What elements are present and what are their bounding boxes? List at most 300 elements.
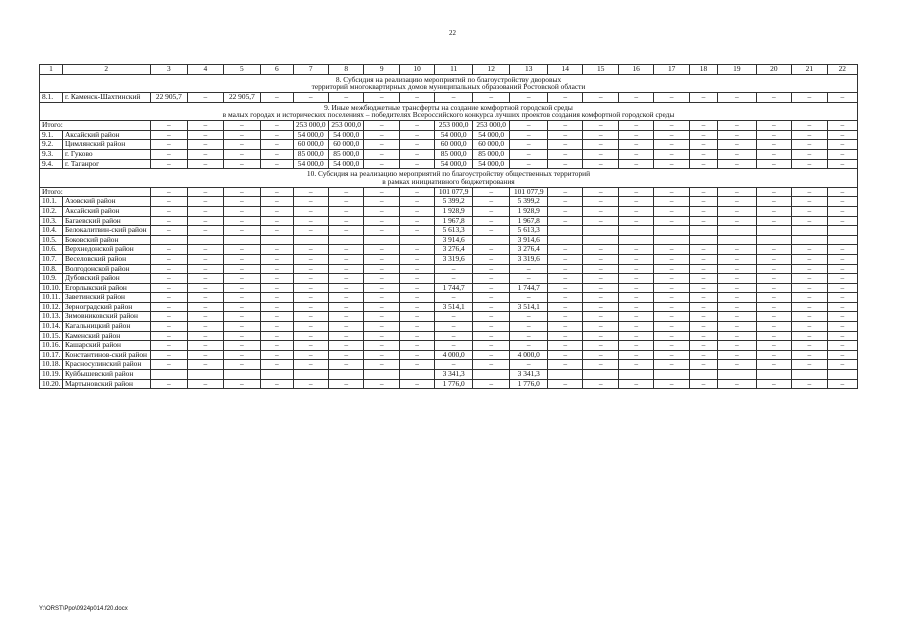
value-cell: – [472,341,510,351]
value-cell: – [223,331,261,341]
table-row [40,140,858,150]
value-cell: 22 905,7 [223,93,261,103]
value-cell: – [261,206,293,216]
value-cell: – [364,197,399,207]
value-cell: – [618,274,653,284]
value-cell: – [689,379,717,389]
value-cell [618,226,653,236]
value-cell: – [150,350,188,360]
value-cell: – [223,121,261,131]
value-cell: – [654,312,689,322]
value-cell: – [364,150,399,160]
municipality-name: Верхнедонской район [62,245,150,255]
value-cell: – [399,379,434,389]
table-row [40,264,858,274]
row-number: 10.18. [40,360,63,370]
value-cell: – [150,341,188,351]
value-cell: – [756,360,791,370]
value-cell: – [472,264,510,274]
value-cell: – [618,150,653,160]
value-cell [792,235,827,245]
value-cell: – [827,140,857,150]
value-cell: – [510,322,548,332]
value-cell: – [188,293,223,303]
value-cell: – [150,254,188,264]
value-cell: – [756,187,791,197]
table-row [40,93,858,103]
value-cell: – [472,197,510,207]
column-number: 15 [583,65,618,75]
value-cell: – [583,93,618,103]
value-cell: – [261,150,293,160]
value-cell: – [548,302,583,312]
value-cell [792,226,827,236]
value-cell [293,235,328,245]
value-cell: – [261,140,293,150]
row-number: 10.13. [40,312,63,322]
value-cell: – [510,150,548,160]
table-row [40,197,858,207]
value-cell: – [718,140,757,150]
value-cell: – [689,93,717,103]
value-cell: – [364,245,399,255]
value-cell [472,370,510,380]
value-cell: – [472,350,510,360]
value-cell: – [756,159,791,169]
value-cell: – [472,302,510,312]
row-number: 9.3. [40,150,63,160]
value-cell: – [756,350,791,360]
value-cell: – [583,245,618,255]
value-cell: – [399,360,434,370]
value-cell: – [435,264,473,274]
value-cell: – [792,341,827,351]
value-cell: – [654,140,689,150]
value-cell: – [618,379,653,389]
value-cell: – [756,245,791,255]
section-title-line: 9. Иные межбюджетные трансферты на создание комфортной городской среды [324,102,573,112]
value-cell: – [472,226,510,236]
value-cell: – [718,274,757,284]
value-cell: – [827,360,857,370]
column-number: 11 [435,65,473,75]
value-cell: – [827,216,857,226]
value-cell: 1 744,7 [510,283,548,293]
column-number: 4 [188,65,223,75]
value-cell: – [293,293,328,303]
value-cell: – [399,274,434,284]
value-cell: – [756,206,791,216]
value-cell: – [472,360,510,370]
value-cell: – [756,150,791,160]
municipality-name: Дубовский район [62,274,150,284]
municipality-name: Боковский район [62,235,150,245]
value-cell: – [328,197,363,207]
value-cell: – [510,130,548,140]
value-cell: – [618,312,653,322]
value-cell: – [827,322,857,332]
value-cell [689,370,717,380]
value-cell: – [689,159,717,169]
value-cell: – [293,283,328,293]
value-cell: 54 000,0 [293,130,328,140]
value-cell: – [689,121,717,131]
value-cell: 85 000,0 [328,150,363,160]
row-number: 8.1. [40,93,63,103]
value-cell: – [399,216,434,226]
table-row [40,187,858,197]
value-cell: – [364,302,399,312]
column-number: 5 [223,65,261,75]
value-cell: – [399,254,434,264]
value-cell: – [827,293,857,303]
value-cell [654,235,689,245]
value-cell: – [150,312,188,322]
row-number: 10.17. [40,350,63,360]
section-title-line: территорий многоквартирных домов муниципальных образований Ростовской области [311,82,586,92]
value-cell: – [399,159,434,169]
value-cell: – [261,197,293,207]
value-cell: – [792,274,827,284]
value-cell: – [756,121,791,131]
value-cell: 60 000,0 [435,140,473,150]
value-cell: – [223,322,261,332]
value-cell: – [756,197,791,207]
value-cell: – [261,360,293,370]
value-cell: – [188,159,223,169]
value-cell: – [150,159,188,169]
value-cell: – [293,350,328,360]
value-cell: – [827,197,857,207]
table-row [40,235,858,245]
value-cell: – [150,379,188,389]
value-cell: 253 000,0 [472,121,510,131]
value-cell: – [689,264,717,274]
municipality-name: Аксайский район [62,206,150,216]
value-cell: – [150,283,188,293]
value-cell: – [328,360,363,370]
value-cell: – [618,322,653,332]
value-cell: – [689,140,717,150]
value-cell: – [654,283,689,293]
value-cell: – [150,187,188,197]
value-cell [792,370,827,380]
value-cell: – [399,121,434,131]
value-cell: – [150,360,188,370]
value-cell [756,235,791,245]
value-cell: – [261,331,293,341]
value-cell: – [435,360,473,370]
value-cell: – [689,312,717,322]
column-number: 7 [293,65,328,75]
value-cell: 22 905,7 [150,93,188,103]
value-cell: – [654,274,689,284]
municipality-name: Зимовниковский район [62,312,150,322]
value-cell: – [718,341,757,351]
value-cell: – [618,140,653,150]
value-cell: – [618,350,653,360]
value-cell: – [756,274,791,284]
row-number: 10.5. [40,235,63,245]
value-cell: – [188,121,223,131]
value-cell: 1 967,8 [510,216,548,226]
column-number: 3 [150,65,188,75]
value-cell [583,370,618,380]
value-cell: – [792,293,827,303]
value-cell: – [223,254,261,264]
value-cell: – [583,331,618,341]
value-cell: – [654,254,689,264]
value-cell: – [827,341,857,351]
value-cell: – [188,197,223,207]
section-title-row [40,102,858,121]
table-row [40,121,858,131]
value-cell: – [792,264,827,274]
value-cell: 1 967,8 [435,216,473,226]
value-cell: – [689,254,717,264]
value-cell: – [718,350,757,360]
value-cell: – [654,130,689,140]
value-cell: – [654,331,689,341]
value-cell: 85 000,0 [472,150,510,160]
value-cell: – [399,140,434,150]
value-cell [364,235,399,245]
value-cell: – [472,293,510,303]
value-cell: – [756,130,791,140]
value-cell: – [689,245,717,255]
value-cell: 60 000,0 [328,140,363,150]
value-cell: 54 000,0 [472,159,510,169]
value-cell: – [583,379,618,389]
value-cell: – [399,187,434,197]
value-cell: – [261,322,293,332]
section-title [40,74,858,93]
value-cell: – [150,293,188,303]
value-cell: – [188,331,223,341]
value-cell: – [150,274,188,284]
value-cell: – [188,264,223,274]
value-cell: – [548,293,583,303]
value-cell: – [399,322,434,332]
value-cell: – [293,187,328,197]
table-row [40,283,858,293]
table-row [40,302,858,312]
municipality-name: Веселовский район [62,254,150,264]
value-cell: – [435,341,473,351]
value-cell [472,235,510,245]
column-number: 9 [364,65,399,75]
value-cell: – [364,159,399,169]
value-cell: – [548,283,583,293]
value-cell: – [689,197,717,207]
value-cell: – [618,293,653,303]
value-cell: – [399,206,434,216]
value-cell: – [188,245,223,255]
value-cell: – [188,274,223,284]
value-cell: – [548,341,583,351]
value-cell: – [827,93,857,103]
value-cell: – [223,350,261,360]
value-cell: – [654,187,689,197]
value-cell: – [399,350,434,360]
value-cell: – [756,216,791,226]
value-cell [654,226,689,236]
value-cell: – [223,274,261,284]
value-cell: – [293,322,328,332]
value-cell: – [548,264,583,274]
value-cell: – [548,350,583,360]
value-cell: – [399,197,434,207]
value-cell: – [654,150,689,160]
value-cell: – [827,312,857,322]
table-row [40,254,858,264]
value-cell: – [223,130,261,140]
value-cell: – [261,283,293,293]
value-cell: – [689,206,717,216]
value-cell: – [188,187,223,197]
value-cell: – [261,264,293,274]
value-cell: – [718,216,757,226]
column-number: 22 [827,65,857,75]
value-cell: – [435,312,473,322]
value-cell: – [472,216,510,226]
value-cell: – [364,293,399,303]
municipality-name: Багаевский район [62,216,150,226]
value-cell: – [689,150,717,160]
value-cell: – [618,254,653,264]
value-cell: – [399,341,434,351]
value-cell: – [718,254,757,264]
value-cell: – [150,331,188,341]
value-cell: – [364,121,399,131]
value-cell: – [654,206,689,216]
column-number: 21 [792,65,827,75]
value-cell: – [188,93,223,103]
row-number: 10.14. [40,322,63,332]
value-cell [188,370,223,380]
value-cell: 3 341,3 [435,370,473,380]
value-cell: – [261,379,293,389]
value-cell: 253 000,0 [293,121,328,131]
value-cell: – [188,216,223,226]
value-cell: – [472,379,510,389]
value-cell: – [756,264,791,274]
value-cell: – [293,274,328,284]
value-cell: – [364,341,399,351]
municipality-name: Волгодонской район [62,264,150,274]
value-cell [150,235,188,245]
value-cell: – [223,245,261,255]
value-cell: – [364,206,399,216]
section-title-row [40,169,858,188]
value-cell: – [792,187,827,197]
value-cell [689,226,717,236]
value-cell: – [472,206,510,216]
value-cell: – [618,360,653,370]
value-cell: – [510,274,548,284]
value-cell: – [223,187,261,197]
value-cell: 253 000,0 [435,121,473,131]
value-cell: – [618,341,653,351]
value-cell: – [364,379,399,389]
value-cell: – [583,312,618,322]
value-cell: – [718,302,757,312]
value-cell: 1 928,9 [435,206,473,216]
value-cell: – [548,159,583,169]
value-cell: – [792,197,827,207]
value-cell: – [510,121,548,131]
section-title-line: 8. Субсидия на реализацию мероприятий по благоустройству дворовых [335,74,562,84]
value-cell: – [618,245,653,255]
value-cell: – [150,245,188,255]
municipality-name: Цимлянский район [62,140,150,150]
value-cell: – [548,312,583,322]
municipality-name: Кагальницкий район [62,322,150,332]
value-cell [364,370,399,380]
value-cell: – [548,360,583,370]
value-cell: – [583,187,618,197]
value-cell: – [827,150,857,160]
value-cell: – [583,121,618,131]
column-number: 12 [472,65,510,75]
value-cell: – [261,293,293,303]
column-number: 20 [756,65,791,75]
value-cell: – [792,350,827,360]
value-cell: – [188,140,223,150]
value-cell: – [689,130,717,140]
table-row [40,293,858,303]
value-cell: – [261,187,293,197]
value-cell: – [718,331,757,341]
column-number: 2 [62,65,150,75]
value-cell: 54 000,0 [472,130,510,140]
value-cell: – [548,274,583,284]
table-row [40,206,858,216]
value-cell: – [827,187,857,197]
value-cell: – [689,302,717,312]
value-cell: – [328,216,363,226]
value-cell: – [756,140,791,150]
value-cell: – [756,322,791,332]
value-cell: – [188,360,223,370]
row-number: 10.12. [40,302,63,312]
value-cell [756,226,791,236]
value-cell: – [223,264,261,274]
value-cell: 54 000,0 [328,130,363,140]
value-cell: 4 000,0 [510,350,548,360]
value-cell: – [583,216,618,226]
value-cell: – [328,274,363,284]
value-cell: – [328,293,363,303]
value-cell: – [583,274,618,284]
value-cell: 85 000,0 [293,150,328,160]
value-cell: 5 613,3 [510,226,548,236]
municipality-name: Белокалитвин-ский район [62,226,150,236]
value-cell: – [399,93,434,103]
value-cell: – [654,245,689,255]
value-cell: – [435,331,473,341]
file-path-footer: Y:\ORST\Ppo\0924p014.f20.docx [39,606,128,612]
value-cell: – [618,159,653,169]
value-cell: 1 776,0 [510,379,548,389]
value-cell: – [261,121,293,131]
value-cell: – [792,130,827,140]
value-cell: – [328,350,363,360]
value-cell: – [510,264,548,274]
value-cell: – [399,245,434,255]
value-cell: 3 276,4 [435,245,473,255]
value-cell: – [364,140,399,150]
